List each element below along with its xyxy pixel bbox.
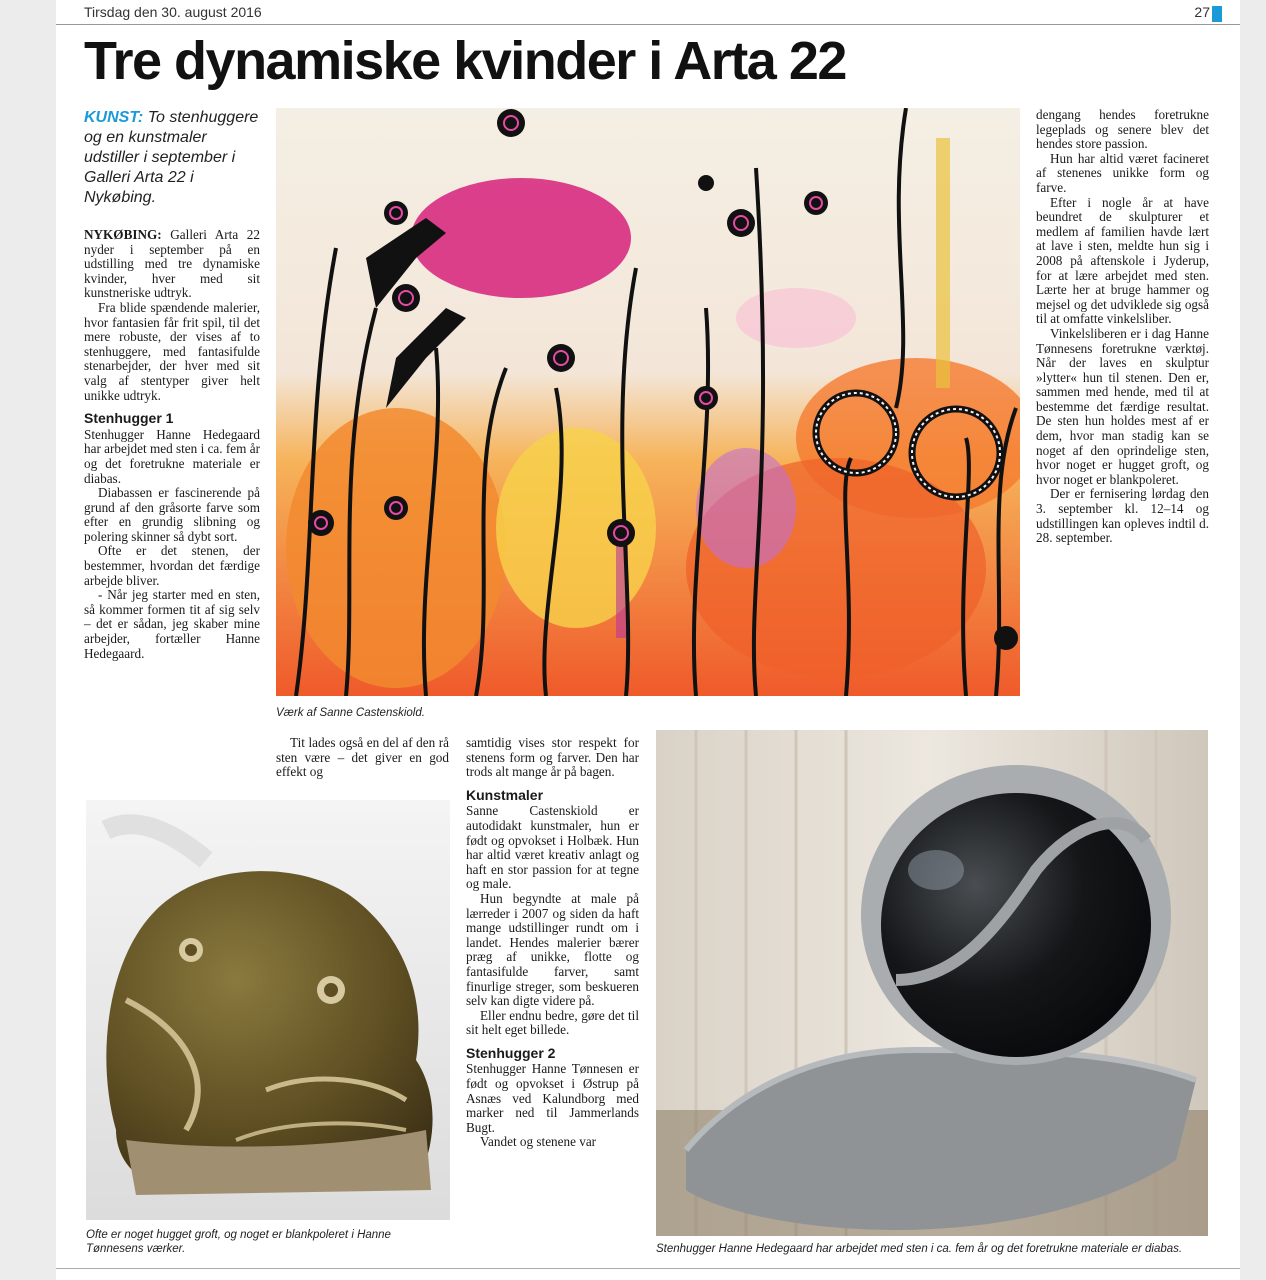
caption-sculpture-left: Ofte er noget hugget groft, og noget er blankpoleret i Hanne Tønnesens værker. (86, 1229, 391, 1255)
column-1 (84, 228, 260, 661)
col4-p2: Hun har altid været facineret af stenenes unikke form og farve. (1036, 150, 1209, 195)
lead-text: To stenhuggere og en kunstmaler udstiller i september i Galleri Arta 22 i Nykøbing. (84, 109, 259, 206)
col1-p2: Fra blide spændende malerier, hvor fantasien får frit spil, til det mere robuste, der vises af to stenhuggere, med fantasifulde stenarbejder, der hver med sit valg af stentyper giver helt unikke udtryk. (84, 299, 260, 403)
col3-p5: Stenhugger Hanne Tønnesen er født og opvokset i Østrup på Asnæs ved Kalundborg med marker ned til Jammerlands Bugt. (466, 1061, 639, 1135)
col1-p5: Ofte er det stenen, der bestemmer, hvordan det færdige arbejde bliver. (84, 543, 260, 588)
column-2 (276, 736, 449, 780)
sculpture-photo-right (656, 730, 1208, 1236)
col1-p6: - Når jeg starter med en sten, så kommer formen tit af sig selv – det er sådan, jeg skaber mine arbejder, fortæller Hanne Hedegaard. (84, 587, 260, 661)
caption-painting: Værk af Sanne Castenskiold. (276, 707, 425, 719)
col2-p1: Tit lades også en del af den rå sten være – det giver en god effekt og (276, 735, 449, 780)
header-rule (56, 24, 1240, 25)
issue-date: Tirsdag den 30. august 2016 (84, 4, 262, 20)
page-number: 27 (1194, 4, 1210, 20)
col1-p1: Galleri Arta 22 nyder i september på en udstilling med tre dynamiske kvinder, hver med sit kunstneriske udtryk. (84, 227, 260, 301)
bottom-rule (56, 1268, 1240, 1269)
col4-p5: Der er fernisering lørdag den 3. september kl. 12–14 og udstillingen kan opleves indtil d. 28. september. (1036, 486, 1209, 546)
col4-p3: Efter i nogle år at have beundret de skulpturer et medlem af familien havde lært at lave i sten, meldte hun sig i 2008 på aftenskole i Jyderup, for at lære arbejdet med sten. Lærte her at bruge hammer og mejsel og det udviklede sig også til at omfatte vinkelsliber. (1036, 194, 1209, 327)
col4-p1: dengang hendes foretrukne legeplads og senere blev det hendes store passion. (1036, 107, 1209, 152)
sculpture-photo-left (86, 800, 450, 1220)
col1-p3: Stenhugger Hanne Hedegaard har arbejdet med sten i ca. fem år og det foretrukne materiale er diabas. (84, 426, 260, 486)
subhead-stenhugger-1: Stenhugger 1 (84, 410, 174, 427)
subhead-stenhugger-2: Stenhugger 2 (466, 1044, 556, 1061)
column-4 (1036, 108, 1209, 546)
column-3 (466, 736, 639, 1150)
lead-paragraph (84, 108, 264, 208)
page-marker (1212, 6, 1222, 22)
painting-photo (276, 108, 1020, 696)
col4-p4: Vinkelsliberen er i dag Hanne Tønnesens foretrukne værktøj. Når der laves en skulptur »lytter« hun til stenen. Den er, sammen med hende, med til at bestemme det færdige resultat. De sten hun holdes mest af er dem, hvor man stadig kan se noget af den oprindelige sten, hvor noget er hugget groft, og hvor noget er blankpoleret. (1036, 325, 1209, 487)
col3-p4: Eller endnu bedre, gøre det til sit helt eget billede. (466, 1007, 639, 1038)
subhead-kunstmaler: Kunstmaler (466, 786, 544, 803)
dateline: NYKØBING: (84, 227, 162, 242)
headline: Tre dynamiske kvinder i Arta 22 (84, 31, 846, 91)
col3-p3: Hun begyndte at male på lærreder i 2007 og siden da haft mange udstillinger rundt om i landet. Hendes malerier bærer præg af unikke, flotte og fantasifulde farver, samt finurlige streger, som beskueren selv kan digte videre på. (466, 890, 639, 1009)
col3-p6: Vandet og stenene var (480, 1134, 597, 1150)
col1-p4: Diabassen er fascinerende på grund af den gråsorte farve som efter en grundig slibning og polering skinner så dybt sort. (84, 485, 260, 544)
lead-kicker: KUNST: (84, 109, 144, 126)
col3-p2: Sanne Castenskiold er autodidakt kunstmaler, hun er født og opvokset i Holbæk. Hun har altid været kreativ anlagt og haft en stor passion for at tegne og male. (466, 803, 639, 892)
newspaper-page (56, 0, 1240, 1280)
col3-p1: samtidig vises stor respekt for stenens form og farver. Den har trods alt mange år på bagen. (466, 735, 639, 780)
caption-sculpture-right: Stenhugger Hanne Hedegaard har arbejdet med sten i ca. fem år og det foretrukne materiale er diabas. (656, 1243, 1183, 1255)
